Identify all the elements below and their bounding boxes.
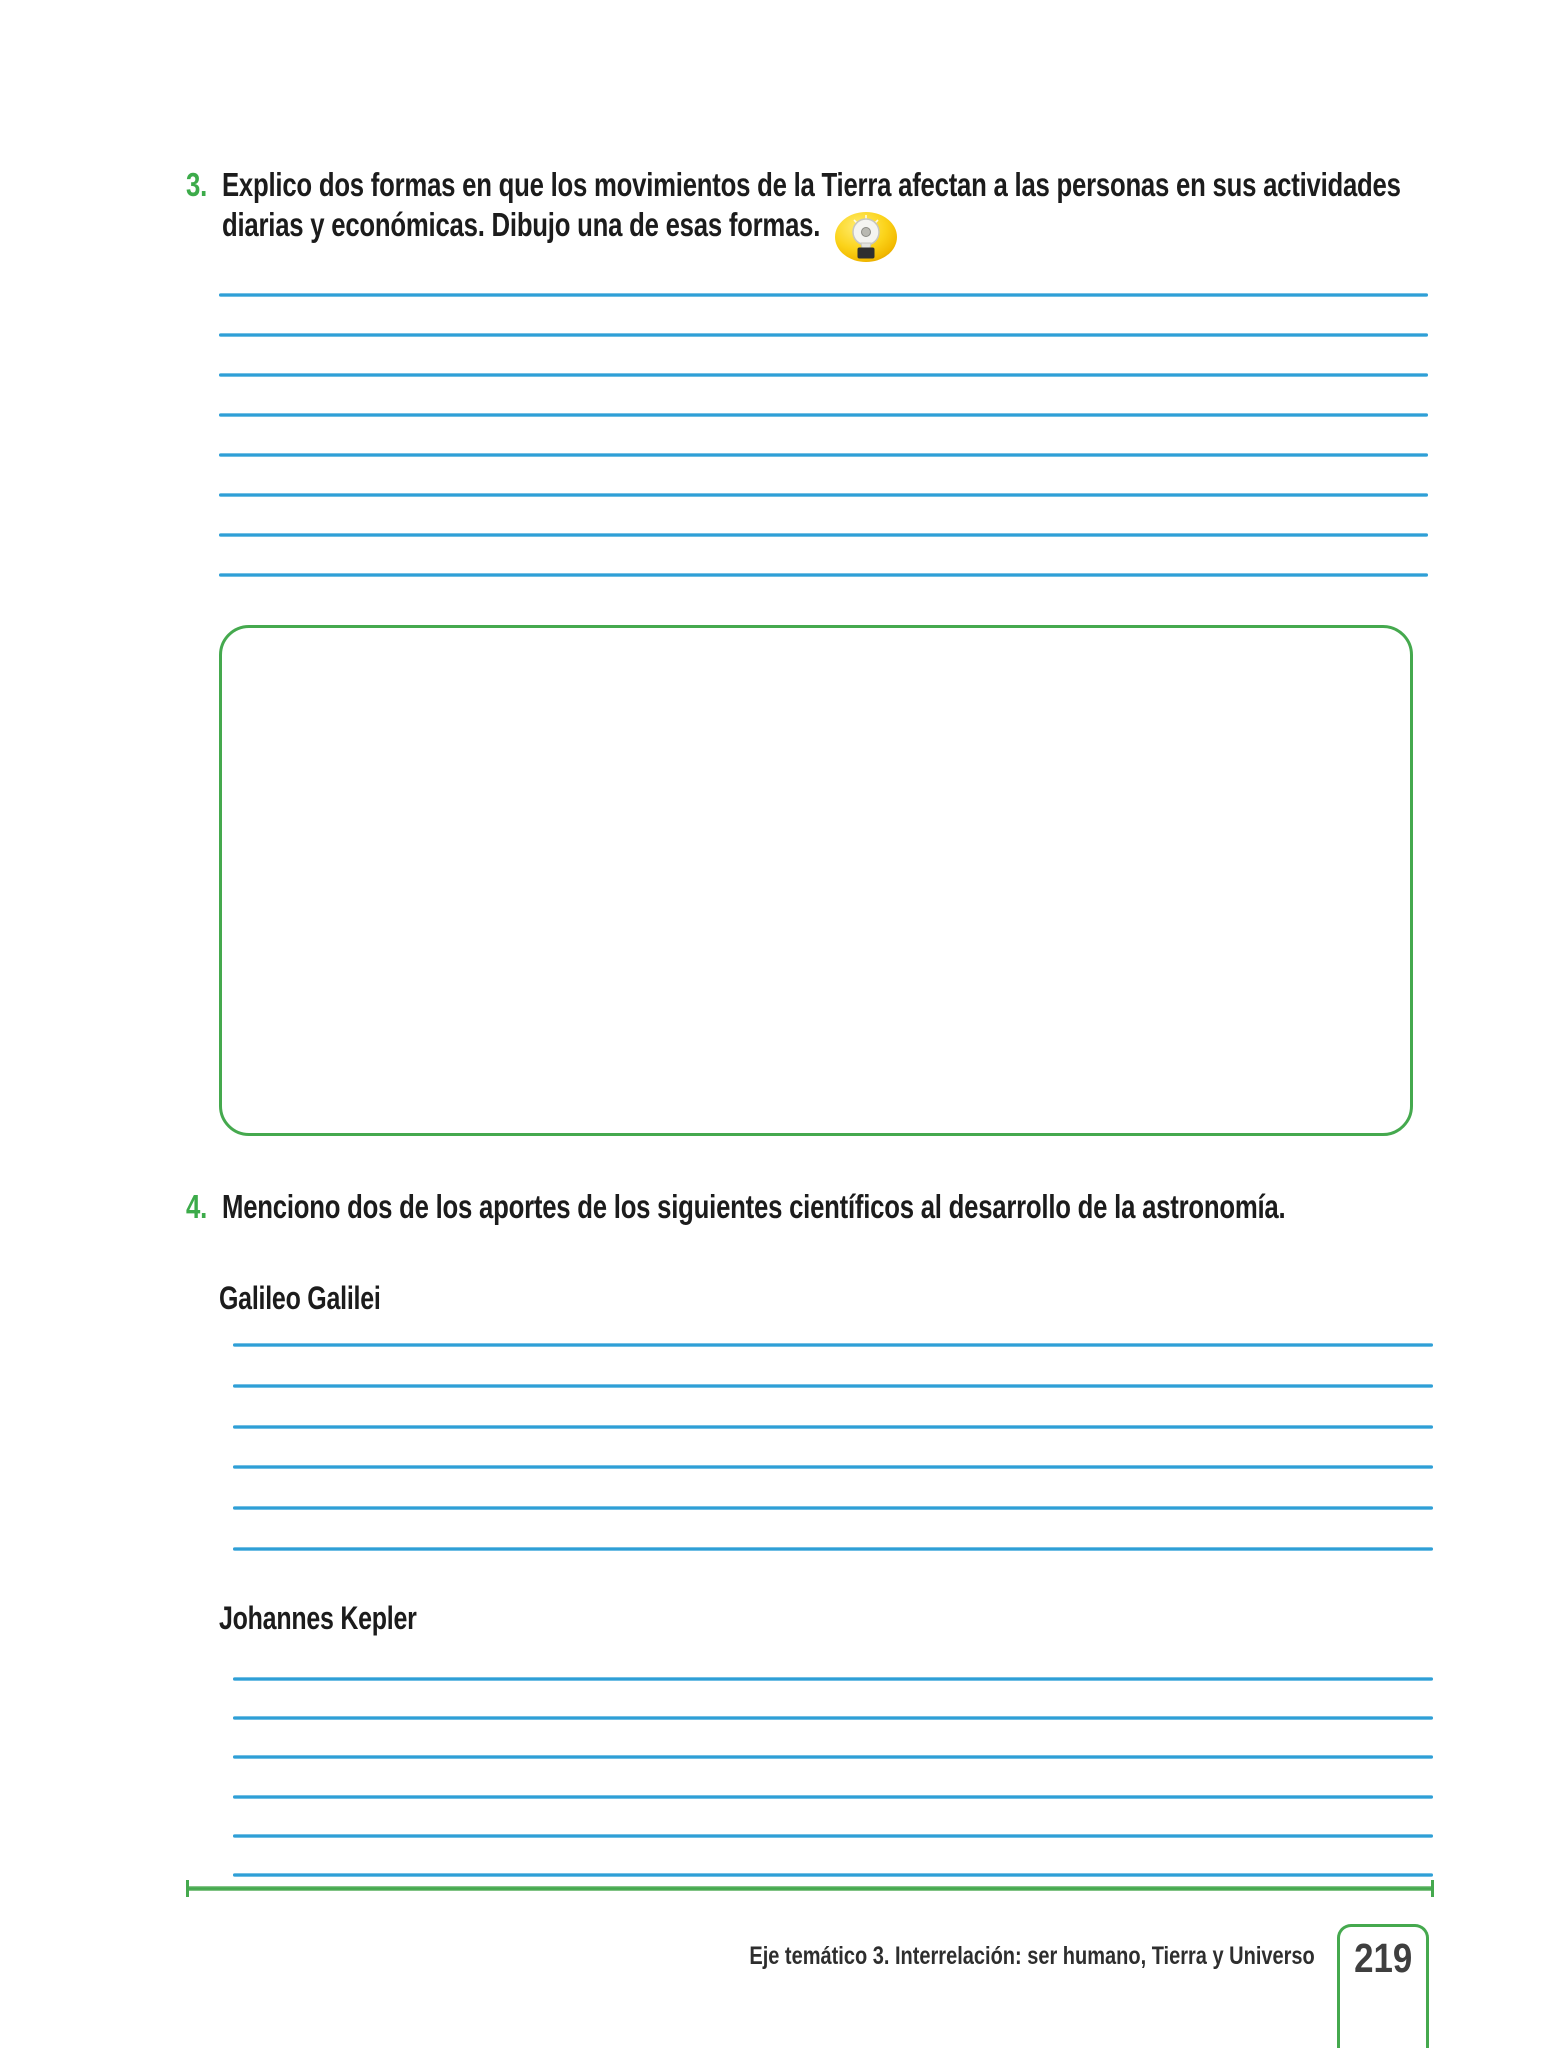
answer-line (219, 413, 1428, 417)
answer-line (233, 1384, 1433, 1388)
answer-line (233, 1425, 1433, 1429)
question-3-text-line2: diarias y económicas. Dibujo una de esas formas. (222, 206, 821, 243)
answer-line (233, 1677, 1433, 1681)
answer-line (233, 1465, 1433, 1469)
answer-line (233, 1716, 1433, 1720)
answer-line (233, 1873, 1433, 1877)
question-3-text-line1: Explico dos formas en que los movimientos de la Tierra afectan a las personas en sus actividades (222, 166, 1401, 203)
answer-line (219, 453, 1428, 457)
page-number: 219 (1353, 1935, 1413, 1981)
section-end-rule (186, 1886, 1434, 1891)
answer-line (233, 1795, 1433, 1799)
answer-line (219, 373, 1428, 377)
answer-line (219, 293, 1428, 297)
answer-line (219, 333, 1428, 337)
page-number-box (1337, 1924, 1429, 2048)
question-4-text: Menciono dos de los aportes de los siguientes científicos al desarrollo de la astronomía. (222, 1188, 1286, 1225)
footer-breadcrumb: Eje temático 3. Interrelación: ser humano, Tierra y Universo (749, 1942, 1315, 1970)
answer-line (219, 573, 1428, 577)
answer-line (233, 1834, 1433, 1838)
answer-line (219, 533, 1428, 537)
scientist-label-galileo: Galileo Galilei (219, 1280, 381, 1316)
question-4-number: 4. (186, 1188, 207, 1225)
scientist-label-kepler: Johannes Kepler (219, 1600, 417, 1636)
question-3-number: 3. (186, 166, 207, 203)
answer-line (233, 1343, 1433, 1347)
lightbulb-icon (834, 211, 898, 263)
answer-line (219, 493, 1428, 497)
drawing-box (219, 625, 1413, 1136)
answer-line (233, 1755, 1433, 1759)
answer-line (233, 1506, 1433, 1510)
answer-line (233, 1547, 1433, 1551)
